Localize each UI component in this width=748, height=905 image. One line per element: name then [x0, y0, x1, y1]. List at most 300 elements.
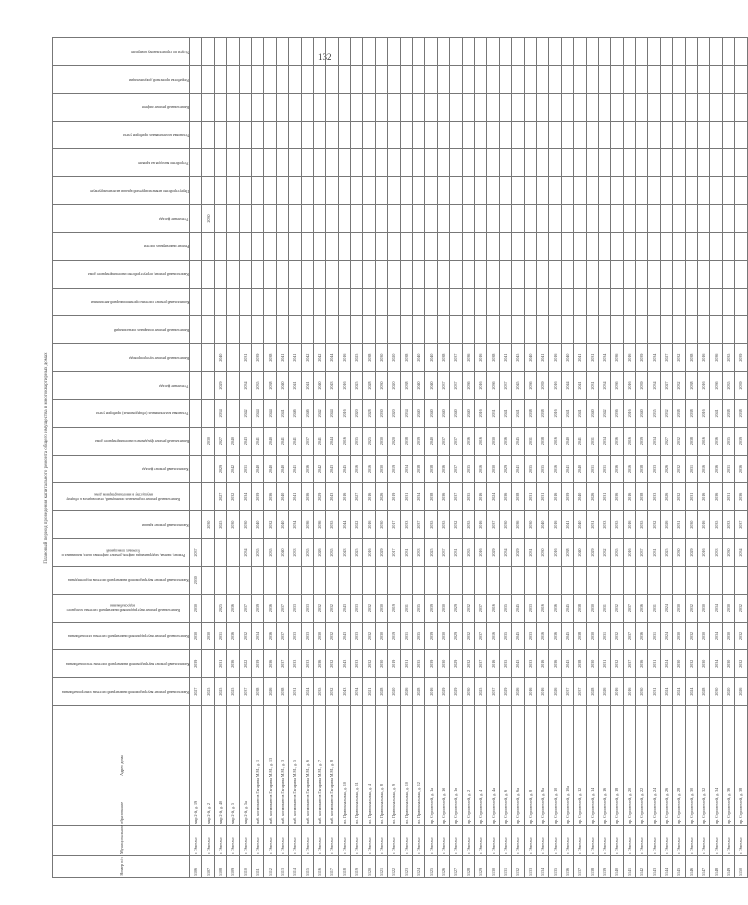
table-row: [276, 38, 288, 878]
year-cell: [227, 372, 239, 400]
address-cell: мкр 2-й, д. 19: [190, 706, 202, 826]
year-cell: 2037: [276, 594, 288, 622]
year-cell: [264, 65, 276, 93]
year-cell: [313, 232, 325, 260]
column-header-label: Капитальный ремонт внутридомовой инженерной системы водоотведения: [68, 578, 189, 583]
year-cell: [214, 566, 226, 594]
year-cell: [190, 65, 202, 93]
year-cell: 2040: [264, 455, 276, 483]
address-cell: пр. Строителей, д. 16: [598, 706, 610, 826]
year-cell: [264, 232, 276, 260]
year-cell: [549, 260, 561, 288]
year-cell: [338, 260, 350, 288]
year-cell: 2016: [487, 594, 499, 622]
year-cell: [474, 93, 486, 121]
year-cell: [586, 93, 598, 121]
year-cell: 2020: [388, 399, 400, 427]
year-cell: 2027: [660, 372, 672, 400]
year-cell: 2038: [276, 678, 288, 706]
year-cell: 2045: [338, 455, 350, 483]
row-number: 5113: [276, 856, 288, 878]
table-row: [227, 38, 239, 878]
year-cell: 2036: [524, 372, 536, 400]
column-header-label: Ремонт инженерных систем: [143, 244, 189, 249]
year-cell: 2035: [326, 511, 338, 539]
column-header: [53, 566, 190, 594]
year-cell: [190, 316, 202, 344]
year-cell: [524, 177, 536, 205]
year-cell: [301, 288, 313, 316]
year-cell: [202, 650, 214, 678]
year-cell: [710, 121, 722, 149]
year-cell: [375, 288, 387, 316]
year-cell: [425, 93, 437, 121]
year-cell: [598, 93, 610, 121]
year-cell: 2020: [722, 678, 734, 706]
year-cell: [190, 483, 202, 511]
year-cell: [648, 205, 660, 233]
year-cell: [549, 566, 561, 594]
year-cell: [735, 93, 747, 121]
year-cell: [512, 121, 524, 149]
year-cell: 2016: [363, 539, 375, 567]
address-cell: пл. Привокзальная, д. 9: [388, 706, 400, 826]
year-cell: [338, 38, 350, 66]
year-cell: [487, 316, 499, 344]
table-row: [400, 38, 412, 878]
year-cell: 2043: [338, 622, 350, 650]
year-cell: 2035: [722, 427, 734, 455]
municipality-cell: г. Энгельс: [413, 826, 425, 856]
year-cell: [648, 288, 660, 316]
year-cell: [338, 205, 350, 233]
year-cell: [276, 177, 288, 205]
year-cell: 2019: [388, 622, 400, 650]
row-number: 5118: [338, 856, 350, 878]
year-cell: 2030: [499, 511, 511, 539]
year-cell: 2033: [524, 594, 536, 622]
year-cell: [363, 38, 375, 66]
column-header-label: Разработка проектной документации: [129, 77, 189, 82]
year-cell: 2034: [648, 344, 660, 372]
table-row: [549, 38, 561, 878]
row-number: 5108: [214, 856, 226, 878]
year-cell: [202, 316, 214, 344]
year-cell: 2032: [735, 594, 747, 622]
year-cell: [202, 121, 214, 149]
column-header-label: Установка коллективных (общедомовых) приборов учета: [96, 411, 189, 416]
row-number: 5135: [549, 856, 561, 878]
table-row: [660, 38, 672, 878]
year-cell: [623, 121, 635, 149]
year-cell: [735, 288, 747, 316]
year-cell: 2038: [536, 399, 548, 427]
year-cell: 2024: [685, 678, 697, 706]
year-cell: [660, 177, 672, 205]
year-cell: [623, 93, 635, 121]
year-cell: 2040: [462, 399, 474, 427]
table-row: [251, 38, 263, 878]
address-cell: пр. Строителей, д. 20: [623, 706, 635, 826]
address-cell: пр. Строителей, д. 34: [710, 706, 722, 826]
year-cell: 2037: [487, 511, 499, 539]
year-cell: [276, 316, 288, 344]
year-cell: 2027: [214, 483, 226, 511]
year-cell: [313, 93, 325, 121]
year-cell: 2046: [301, 399, 313, 427]
year-cell: 2040: [425, 344, 437, 372]
year-cell: 2038: [685, 372, 697, 400]
year-cell: [512, 288, 524, 316]
year-cell: 2042: [598, 399, 610, 427]
year-cell: 2037: [450, 372, 462, 400]
year-cell: 2024: [660, 622, 672, 650]
year-cell: 2035: [251, 372, 263, 400]
row-number: 5144: [660, 856, 672, 878]
year-cell: 2044: [326, 344, 338, 372]
year-cell: [673, 316, 685, 344]
year-cell: 2027: [660, 427, 672, 455]
year-cell: [351, 316, 363, 344]
year-cell: [338, 288, 350, 316]
year-cell: [190, 372, 202, 400]
year-cell: [574, 177, 586, 205]
year-cell: 2035: [413, 650, 425, 678]
year-cell: 2043: [239, 427, 251, 455]
column-header: [53, 650, 190, 678]
year-cell: 2031: [524, 539, 536, 567]
year-cell: [685, 121, 697, 149]
year-cell: 2041: [561, 399, 573, 427]
year-cell: [338, 93, 350, 121]
year-cell: [313, 149, 325, 177]
year-cell: [227, 149, 239, 177]
year-cell: [586, 149, 598, 177]
municipality-cell: г. Энгельс: [487, 826, 499, 856]
year-cell: [574, 566, 586, 594]
year-cell: 2031: [536, 483, 548, 511]
year-cell: 2044: [338, 511, 350, 539]
year-cell: 2033: [710, 539, 722, 567]
year-cell: [450, 177, 462, 205]
year-cell: 2041: [276, 399, 288, 427]
year-cell: [190, 288, 202, 316]
year-cell: 2024: [660, 678, 672, 706]
year-cell: 2031: [685, 483, 697, 511]
year-cell: 2030: [685, 511, 697, 539]
year-cell: 2016: [623, 372, 635, 400]
year-cell: 2030: [586, 650, 598, 678]
year-cell: 2016: [549, 539, 561, 567]
row-number: 5131: [499, 856, 511, 878]
year-cell: [536, 65, 548, 93]
row-number: 5114: [289, 856, 301, 878]
year-cell: [586, 260, 598, 288]
year-cell: [301, 316, 313, 344]
year-cell: 2031: [586, 427, 598, 455]
column-header: [53, 288, 190, 316]
year-cell: [227, 232, 239, 260]
year-cell: 2036: [611, 427, 623, 455]
year-cell: [673, 38, 685, 66]
year-cell: [227, 65, 239, 93]
year-cell: [648, 260, 660, 288]
year-cell: 2031: [648, 650, 660, 678]
year-cell: [239, 288, 251, 316]
year-cell: 2031: [400, 483, 412, 511]
year-cell: 2034: [598, 372, 610, 400]
year-cell: 2016: [698, 539, 710, 567]
year-cell: [462, 38, 474, 66]
year-cell: 2033: [648, 455, 660, 483]
year-cell: 2031: [400, 650, 412, 678]
year-cell: 2032: [735, 622, 747, 650]
year-cell: [425, 232, 437, 260]
year-cell: [227, 121, 239, 149]
year-cell: [474, 232, 486, 260]
year-cell: [474, 205, 486, 233]
year-cell: [190, 260, 202, 288]
row-number: 5138: [586, 856, 598, 878]
year-cell: 2034: [239, 483, 251, 511]
column-header-label: Капитальный ремонт крыши: [142, 522, 189, 527]
row-number: 5122: [388, 856, 400, 878]
column-header-label: Ремонт, замена, модернизация лифтов, ремонт лифтовых шахт, машинных и блочных помещений: [61, 548, 185, 557]
year-cell: [735, 38, 747, 66]
year-cell: [276, 260, 288, 288]
year-cell: [264, 121, 276, 149]
year-cell: [400, 260, 412, 288]
year-cell: [351, 65, 363, 93]
year-cell: 2045: [512, 344, 524, 372]
year-cell: 2029: [450, 594, 462, 622]
row-number: 5134: [536, 856, 548, 878]
year-cell: [214, 539, 226, 567]
year-cell: [227, 288, 239, 316]
year-cell: 2040: [574, 455, 586, 483]
year-cell: 2035: [462, 539, 474, 567]
year-cell: 2016: [549, 427, 561, 455]
year-cell: [437, 260, 449, 288]
municipality-cell: г. Энгельс: [276, 826, 288, 856]
year-cell: 2039: [636, 372, 648, 400]
year-cell: 2044: [251, 399, 263, 427]
year-cell: [190, 511, 202, 539]
year-cell: 2031: [524, 427, 536, 455]
year-cell: [202, 288, 214, 316]
year-cell: 2038: [735, 399, 747, 427]
year-cell: 2031: [400, 622, 412, 650]
year-cell: [239, 177, 251, 205]
year-cell: [227, 260, 239, 288]
year-cell: [623, 65, 635, 93]
year-cell: [289, 205, 301, 233]
year-cell: 2036: [227, 594, 239, 622]
year-cell: 2027: [190, 678, 202, 706]
year-cell: [388, 566, 400, 594]
year-cell: 2016: [338, 427, 350, 455]
year-cell: [487, 38, 499, 66]
year-cell: 2040: [251, 511, 263, 539]
year-cell: [549, 38, 561, 66]
year-cell: [611, 65, 623, 93]
year-cell: 2045: [512, 372, 524, 400]
table-row: [264, 38, 276, 878]
row-number: 5125: [425, 856, 437, 878]
year-cell: 2031: [648, 622, 660, 650]
year-cell: 2040: [574, 539, 586, 567]
year-cell: 2030: [202, 427, 214, 455]
municipality-cell: г. Энгельс: [264, 826, 276, 856]
year-cell: [474, 149, 486, 177]
year-cell: 2032: [735, 650, 747, 678]
year-cell: [202, 65, 214, 93]
year-cell: [363, 205, 375, 233]
year-cell: 2040: [536, 511, 548, 539]
year-cell: 2029: [450, 650, 462, 678]
year-cell: 2032: [326, 650, 338, 678]
year-cell: [598, 316, 610, 344]
year-cell: 2030: [487, 455, 499, 483]
column-header-label: Капитальный ремонт внутридомовой инженерной системы холодного водоснабжения: [66, 604, 180, 613]
year-cell: [574, 121, 586, 149]
municipality-cell: г. Энгельс: [351, 826, 363, 856]
year-cell: [722, 232, 734, 260]
year-cell: 2028: [413, 678, 425, 706]
year-cell: [561, 566, 573, 594]
year-cell: [326, 65, 338, 93]
year-cell: [413, 232, 425, 260]
year-cell: [660, 38, 672, 66]
year-cell: [190, 399, 202, 427]
year-cell: 2040: [561, 344, 573, 372]
year-cell: 2033: [400, 511, 412, 539]
year-cell: [685, 149, 697, 177]
year-cell: 2031: [648, 678, 660, 706]
year-cell: [524, 316, 536, 344]
year-cell: 2035: [264, 539, 276, 567]
year-cell: [239, 149, 251, 177]
row-number: 5146: [685, 856, 697, 878]
year-cell: 2016: [536, 678, 548, 706]
year-cell: 2042: [313, 344, 325, 372]
year-cell: 2025: [351, 372, 363, 400]
year-cell: [400, 232, 412, 260]
year-cell: 2036: [313, 650, 325, 678]
year-cell: 2034: [239, 539, 251, 567]
year-cell: 2045: [512, 427, 524, 455]
year-cell: 2029: [313, 483, 325, 511]
year-cell: 2039: [413, 427, 425, 455]
year-cell: [536, 38, 548, 66]
year-cell: 2032: [326, 622, 338, 650]
year-cell: [660, 93, 672, 121]
year-cell: [685, 232, 697, 260]
year-cell: 2030: [375, 344, 387, 372]
year-cell: [598, 177, 610, 205]
year-cell: [227, 344, 239, 372]
year-cell: 2041: [289, 427, 301, 455]
year-cell: 2038: [536, 427, 548, 455]
year-cell: 2035: [462, 483, 474, 511]
municipality-cell: г. Энгельс: [660, 826, 672, 856]
address-cell: пр. Строителей, д. 8а: [536, 706, 548, 826]
year-cell: [685, 260, 697, 288]
table-row: [425, 38, 437, 878]
column-header: [53, 260, 190, 288]
year-cell: [623, 177, 635, 205]
address-cell: пр. Строителей, д. 38: [735, 706, 747, 826]
municipality-cell: г. Энгельс: [549, 826, 561, 856]
year-cell: 2016: [363, 483, 375, 511]
year-cell: [214, 232, 226, 260]
year-cell: 2016: [698, 372, 710, 400]
year-cell: [636, 205, 648, 233]
year-cell: [375, 177, 387, 205]
row-number: 5120: [363, 856, 375, 878]
address-cell: пл. Привокзальная, д. 10: [400, 706, 412, 826]
year-cell: 2032: [685, 594, 697, 622]
year-cell: [536, 93, 548, 121]
address-cell: пр. Строителей, д. 1а: [425, 706, 437, 826]
year-cell: [512, 232, 524, 260]
municipality-cell: г. Энгельс: [561, 826, 573, 856]
column-header-label: Утепление фасада: [159, 216, 189, 221]
year-cell: 2029: [685, 539, 697, 567]
year-cell: 2031: [648, 539, 660, 567]
year-cell: 2030: [722, 650, 734, 678]
year-cell: 2039: [425, 650, 437, 678]
year-cell: 2032: [673, 455, 685, 483]
year-cell: 2030: [586, 594, 598, 622]
year-cell: 2034: [400, 399, 412, 427]
year-cell: 2029: [487, 539, 499, 567]
year-cell: [413, 205, 425, 233]
year-cell: [685, 205, 697, 233]
year-cell: 2041: [251, 427, 263, 455]
year-cell: 2041: [561, 511, 573, 539]
row-number: 5139: [598, 856, 610, 878]
year-cell: [276, 121, 288, 149]
year-cell: 2026: [375, 483, 387, 511]
year-cell: 2041: [574, 344, 586, 372]
year-cell: 2016: [549, 455, 561, 483]
year-cell: [388, 65, 400, 93]
year-cell: [722, 316, 734, 344]
year-cell: [214, 260, 226, 288]
year-cell: [313, 205, 325, 233]
year-cell: 2024: [487, 483, 499, 511]
year-cell: 2034: [735, 539, 747, 567]
year-cell: [363, 121, 375, 149]
year-cell: 2030: [375, 399, 387, 427]
column-header: [53, 121, 190, 149]
year-cell: 2019: [388, 594, 400, 622]
year-cell: [425, 316, 437, 344]
year-cell: [363, 232, 375, 260]
year-cell: 2036: [735, 483, 747, 511]
year-cell: [710, 65, 722, 93]
year-cell: 2029: [450, 622, 462, 650]
year-cell: [202, 399, 214, 427]
year-cell: [301, 121, 313, 149]
year-cell: [660, 205, 672, 233]
year-cell: 2032: [227, 483, 239, 511]
year-cell: [450, 121, 462, 149]
year-cell: [264, 566, 276, 594]
year-cell: [338, 149, 350, 177]
year-cell: 2036: [611, 344, 623, 372]
